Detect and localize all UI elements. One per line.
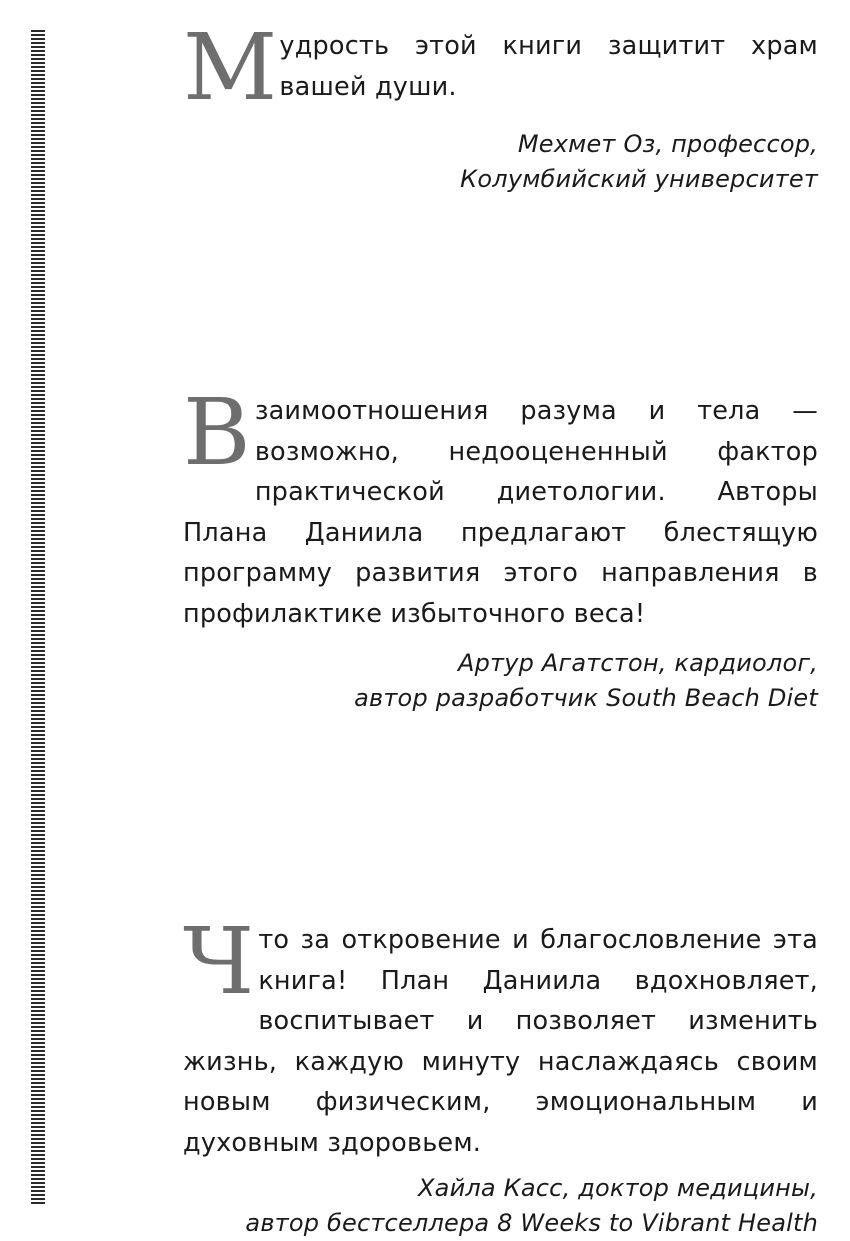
quote-attribution (183, 127, 818, 197)
drop-cap: Ч (183, 908, 255, 1015)
quote-attribution (183, 1171, 818, 1241)
author-name: Артур Агатстон, кардиолог, (458, 649, 818, 677)
quote-text (183, 14, 818, 121)
testimonial-agatston (183, 379, 818, 716)
quote-body: то за откровение и благословление эта книга! План Даниила вдохновляет, воспитывает и позволяет изменить жизнь, каждую минуту наслаждаясь своим новым физическим, эмоциональным и духовным здоровьем. (183, 925, 818, 1158)
drop-cap: М (183, 14, 278, 121)
author-title: автор разработчик South Beach Diet (354, 684, 818, 712)
author-name: Мехмет Оз, профессор, (517, 130, 818, 158)
quote-text (183, 379, 818, 634)
testimonial-oz (183, 14, 818, 197)
quote-text (183, 908, 818, 1163)
quote-body: удрость этой книги защитит храм вашей души. (279, 31, 818, 102)
drop-cap: В (183, 379, 251, 486)
author-name: Хайла Касс, доктор медицины, (418, 1174, 818, 1202)
testimonial-kass (183, 908, 818, 1241)
quote-body: заимоотношения разума и тела — возможно, недооцененный фактор практической диетологии. Авторы Плана Даниила предлагают блестящую программу развития этого направления в профилактике избыточного веса! (183, 396, 818, 629)
author-title: автор бестселлера 8 Weeks to Vibrant Health (245, 1209, 818, 1237)
quote-attribution (183, 646, 818, 716)
page-edge-strip (31, 30, 45, 1205)
author-title: Колумбийский университет (460, 165, 818, 193)
